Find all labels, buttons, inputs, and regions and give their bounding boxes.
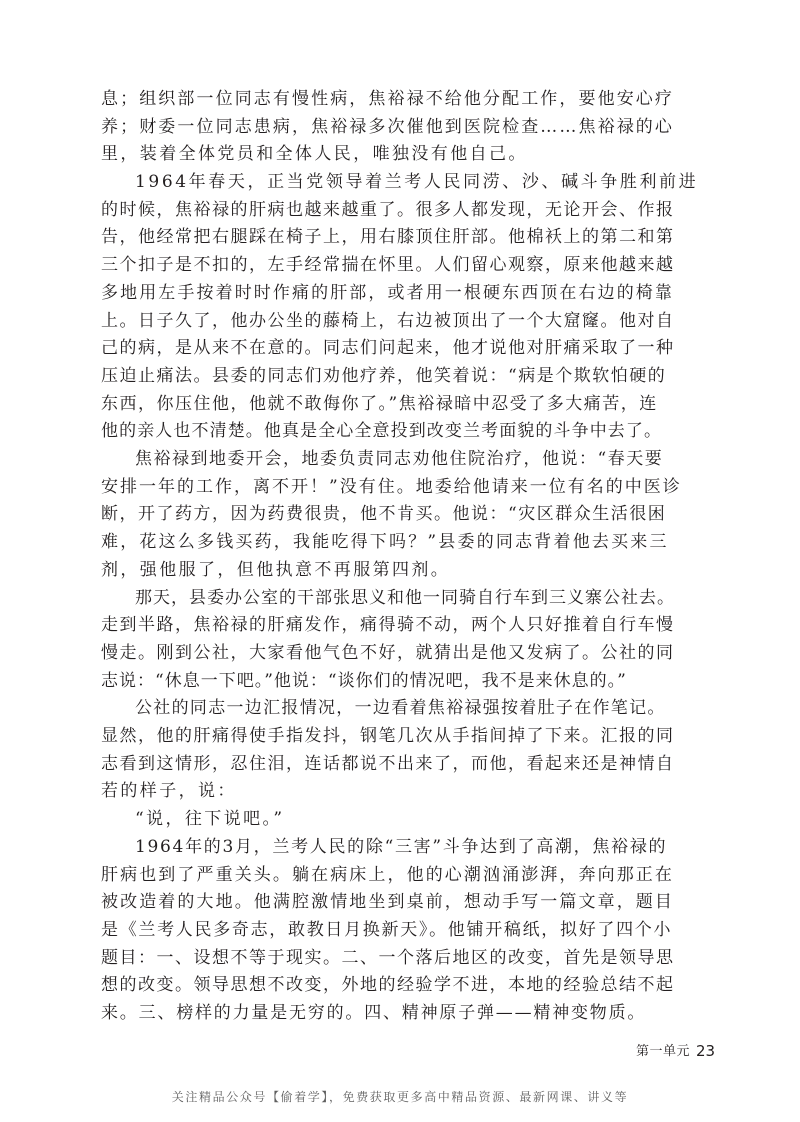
text-line: 东西，你压住他，他就不敢侮你了。”焦裕禄暗中忍受了多大痛苦，连 (101, 394, 658, 414)
text-line: 显然，他的肝痛得使手指发抖，钢笔几次从手指间掉了下来。汇报的同 (101, 726, 675, 746)
text-line: 题目：一、设想不等于现实。二、一个落后地区的改变，首先是领导思 (101, 948, 675, 968)
text-line: 己的病，是从来不在意的。同志们问起来，他才说他对肝痛采取了一种 (101, 338, 675, 358)
text-line: 养；财委一位同志患病，焦裕禄多次催他到医院检查……焦裕禄的心 (101, 117, 674, 137)
text-line: 肝病也到了严重关头。躺在病床上，他的心潮汹涌澎湃，奔向那正在 (101, 865, 674, 885)
text-line: 三个扣子是不扣的，左手经常揣在怀里。人们留心观察，原来他越来越 (101, 255, 675, 275)
text-line: 那天，县委办公室的干部张思义和他一同骑自行车到三义寨公社去。 (135, 588, 675, 608)
text-line: 慢走。刚到公社，大家看他气色不好，就猜出是他又发病了。公社的同 (101, 643, 675, 663)
watermark-notice: 关注精品公众号【偷着学】，免费获取更多高中精品资源、最新网课、讲义等 (171, 1090, 629, 1104)
text-line: 他的亲人也不清楚。他真是全心全意投到改变兰考面貌的斗争中去了。 (101, 421, 663, 441)
text-line: 里，装着全体党员和全体人民，唯独没有他自己。 (101, 144, 528, 164)
text-line: 断，开了药方，因为药费很贵，他不肯买。他说：“灾区群众生活很困 (101, 504, 667, 524)
text-line: 安排一年的工作，离不开！”没有住。地委给他请来一位有名的中医诊 (101, 477, 682, 497)
text-line: 来。三、榜样的力量是无穷的。四、精神原子弹——精神变物质。 (101, 1003, 647, 1023)
text-line: 公社的同志一边汇报情况，一边看着焦裕禄强按着肚子在作笔记。 (135, 698, 666, 718)
text-line: 若的样子，说： (101, 781, 237, 801)
text-line: 焦裕禄到地委开会，地委负责同志劝他住院治疗，他说：“春天要 (135, 449, 664, 469)
text-line: 志说：“休息一下吧。”他说：“谈你们的情况吧，我不是来休息的。” (101, 671, 627, 691)
unit-label: 第一单元 (636, 1044, 691, 1059)
text-line: 息；组织部一位同志有慢性病，焦裕禄不给他分配工作，要他安心疗 (101, 89, 674, 109)
text-line: 1964年春天，正当党领导着兰考人民同涝、沙、碱斗争胜利前进 (135, 172, 699, 192)
text-line: 是《兰考人民多奇志，敢教日月换新天》。他铺开稿纸，拟好了四个小 (101, 920, 673, 940)
text-line: 1964年的3月，兰考人民的除“三害”斗争达到了高潮，焦裕禄的 (135, 837, 668, 857)
text-line: 的时候，焦裕禄的肝病也越来越重了。很多人都发现，无论开会、作报 (101, 200, 675, 220)
text-line: 告，他经常把右腿踩在椅子上，用右膝顶住肝部。他棉袄上的第二和第 (101, 227, 675, 247)
text-line: 被改造着的大地。他满腔激情地坐到桌前，想动手写一篇文章，题目 (101, 892, 674, 912)
text-line: 剂，强他服了，但他执意不再服第四剂。 (101, 560, 451, 580)
text-line: 压迫止痛法。县委的同志们劝他疗养，他笑着说：“病是个欺软怕硬的 (101, 366, 667, 386)
text-line: 想的改变。领导思想不改变，外地的经验学不进，本地的经验总结不起 (101, 975, 675, 995)
text-line: 走到半路，焦裕禄的肝痛发作，痛得骑不动，两个人只好推着自行车慢 (101, 615, 675, 635)
text-line: 难，花这么多钱买药，我能吃得下吗？”县委的同志背着他去买来三 (101, 532, 669, 552)
text-line: 上。日子久了，他办公坐的藤椅上，右边被顶出了一个大窟窿。他对自 (101, 311, 675, 331)
text-line: “说，往下说吧。” (135, 809, 285, 829)
text-line: 志看到这情形，忍住泪，连话都说不出来了，而他，看起来还是神情自 (101, 754, 675, 774)
text-line: 多地用左手按着时时作痛的肝部，或者用一根硬东西顶在右边的椅靠 (101, 283, 674, 303)
page-number: 23 (696, 1042, 716, 1060)
